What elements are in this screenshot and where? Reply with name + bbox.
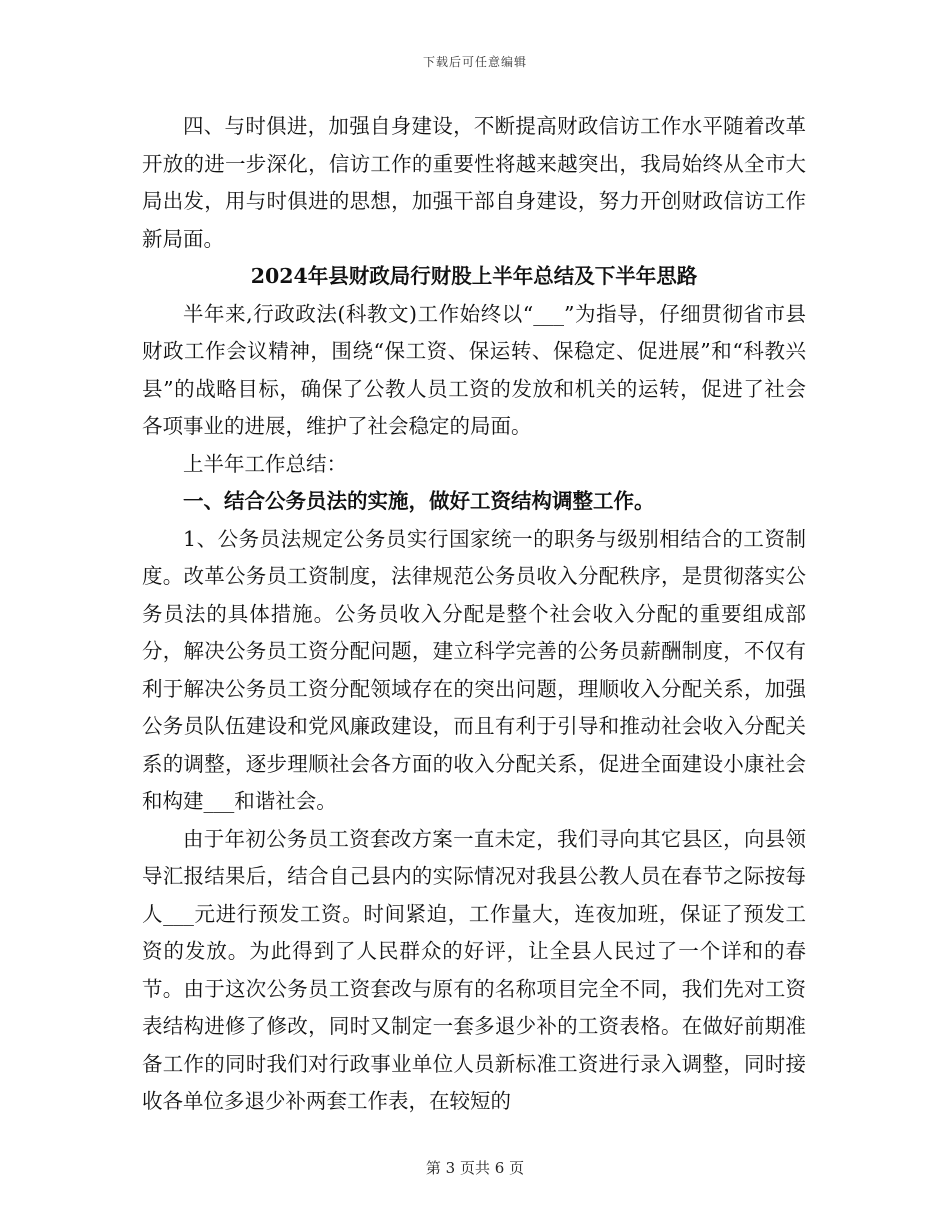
paragraph-item-1: 1、公务员法规定公务员实行国家统一的职务与级别相结合的工资制度。改革公务员工资制度，法律规范公务员收入分配秩序，是贯彻落实公务员法的具体措施。公务员收入分配是整个社会收入分配的重要组成部分，解决公务员工资分配问题，建立科学完善的公务员薪酬制度，不仅有利于解决公务员工资分配领域存在的突出问题，理顺收入分配关系，加强公务员队伍建设和党风廉政建设，而且有利于引导和推动社会收入分配关系的调整，逐步理顺社会各方面的收入分配关系，促进全面建设小康社会和构建___和谐社会。	[142, 526, 806, 813]
page-header: 下载后可任意编辑	[422, 55, 527, 69]
paragraph-prepay: 由于年初公务员工资套改方案一直未定，我们寻向其它县区，向县领导汇报结果后，结合自己县内的实际情况对我县公教人员在春节之际按每人___元进行预发工资。时间紧迫，工作量大，连夜加班，保证了预发工资的发放。为此得到了人民群众的好评，让全县人民过了一个详和的春节。由于这次公务员工资套改与原有的名称项目完全不同，我们先对工资表结构进修了修改，同时又制定一套多退少补的工资表格。在做好前期准备工作的同时我们对行政事业单位人员新标准工资进行录入调整，同时接收各单位多退少补两套工作表，在较短的	[142, 826, 806, 1113]
page-footer: 第 3 页共 6 页	[425, 1159, 525, 1177]
document-body	[142, 108, 806, 1121]
document-title: 2024年县财政局行财股上半年总结及下半年思路	[250, 264, 698, 288]
paragraph-section-4: 四、与时俱进，加强自身建设，不断提高财政信访工作水平随着改革开放的进一步深化，信访工作的重要性将越来越突出，我局始终从全市大局出发，用与时俱进的思想，加强干部自身建设，努力开创财政信访工作新局面。	[142, 114, 806, 251]
summary-label: 上半年工作总结：	[183, 451, 347, 476]
section-1-heading: 一、结合公务员法的实施，做好工资结构调整工作。	[183, 489, 655, 513]
paragraph-intro: 半年来,行政政法(科教文)工作始终以“___”为指导，仔细贯彻省市县财政工作会议精神，围绕“保工资、保运转、保稳定、促进展”和“科教兴县”的战略目标，确保了公教人员工资的发放和机关的运转，促进了社会各项事业的进展，维护了社会稳定的局面。	[142, 301, 806, 438]
